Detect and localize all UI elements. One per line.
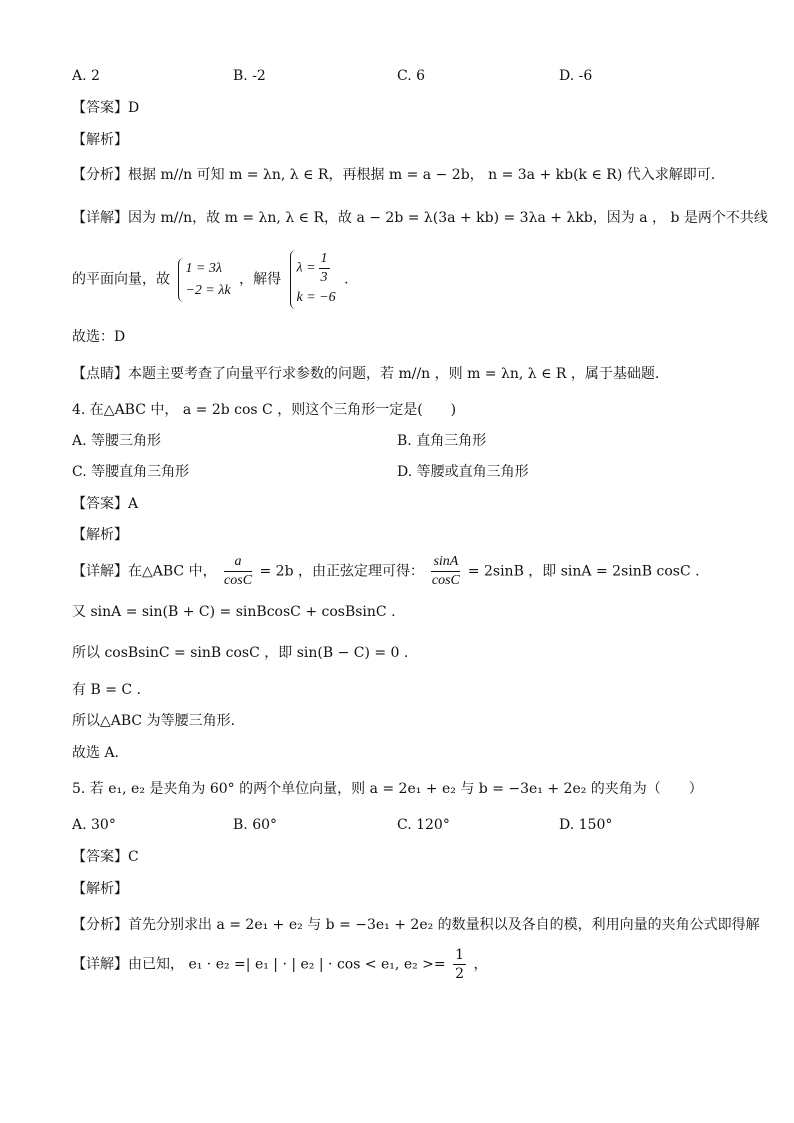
q4-option-b: B. 直角三角形 — [397, 433, 487, 449]
q5-detail: 【详解】由已知， e₁ · e₂ =| e₁ | · | e₂ | · cos < e₁, e₂ >= $\frac{1}{2}$ ， — [72, 947, 488, 982]
q5-analysis-tag: 【解析】 — [72, 881, 128, 897]
q5-option-a: A. 30° — [72, 817, 116, 833]
q3-answer: 【答案】D — [72, 100, 140, 116]
q5-option-b: B. 60° — [233, 817, 278, 833]
q3-option-a: A. 2 — [72, 68, 100, 84]
q3-detail-line2: 的平面向量，故 1 = 3λ −2 = λk ，解得 λ = $\frac{1}{3}$ k = −6 . — [72, 250, 349, 309]
q4-option-c: C. 等腰直角三角形 — [72, 464, 190, 480]
q4-answer: 【答案】A — [72, 496, 139, 512]
q3-option-d: D. -6 — [559, 68, 593, 84]
q3-option-c: C. 6 — [397, 68, 426, 84]
q3-equation-system: 1 = 3λ −2 = λk — [178, 258, 230, 302]
q4-analysis-tag: 【解析】 — [72, 527, 128, 543]
q4-stem: 4. 在△ABC 中， a = 2b cos C ，则这个三角形一定是( ) — [72, 402, 457, 418]
q3-choose: 故选：D — [72, 329, 126, 345]
q5-option-c: C. 120° — [397, 817, 450, 833]
q3-fenxi: 【分析】根据 m//n 可知 m = λn, λ ∈ R，再根据 m = a − 2b， n = 3a + kb(k ∈ R) 代入求解即可. — [72, 167, 716, 183]
q5-option-d: D. 150° — [559, 817, 613, 833]
q5-answer: 【答案】C — [72, 849, 139, 865]
q3-solution-system: λ = $\frac{1}{3}$ k = −6 — [290, 250, 336, 309]
q4-option-a: A. 等腰三角形 — [72, 433, 162, 449]
q3-analysis-tag: 【解析】 — [72, 132, 128, 148]
q4-detail-line1: 【详解】在△ABC 中， $\frac{a}{\cos C}$ = 2b ，由正弦定理可得： $\frac{\sin A}{\cos C}$ = 2sinB ，即 sinA = 2sinB cosC . — [72, 554, 700, 588]
q4-choose: 故选 A. — [72, 745, 120, 761]
q4-option-d: D. 等腰或直角三角形 — [397, 464, 529, 480]
q5-stem: 5. 若 e₁, e₂ 是夹角为 60° 的两个单位向量，则 a = 2e₁ + e₂ 与 b = −3e₁ + 2e₂ 的夹角为（ ） — [72, 781, 703, 797]
q4-detail-line5: 所以△ABC 为等腰三角形. — [72, 713, 236, 729]
q4-detail-line2: 又 sinA = sin(B + C) = sinBcosC + cosBsinC . — [72, 604, 396, 620]
q4-detail-line4: 有 B = C . — [72, 682, 141, 698]
q3-option-b: B. -2 — [233, 68, 266, 84]
q4-detail-line3: 所以 cosBsinC = sinB cosC ，即 sin(B − C) = 0 . — [72, 645, 409, 661]
q3-detail-line1: 【详解】因为 m//n，故 m = λn, λ ∈ R，故 a − 2b = λ(3a + kb) = 3λa + λkb，因为 a ， b 是两个不共线 — [72, 210, 768, 226]
q5-fenxi: 【分析】首先分别求出 a = 2e₁ + e₂ 与 b = −3e₁ + 2e₂ 的数量积以及各自的模，利用向量的夹角公式即得解 — [72, 917, 760, 933]
q3-dianjing: 【点睛】本题主要考查了向量平行求参数的问题，若 m//n ，则 m = λn, λ ∈ R ，属于基础题. — [72, 366, 660, 382]
